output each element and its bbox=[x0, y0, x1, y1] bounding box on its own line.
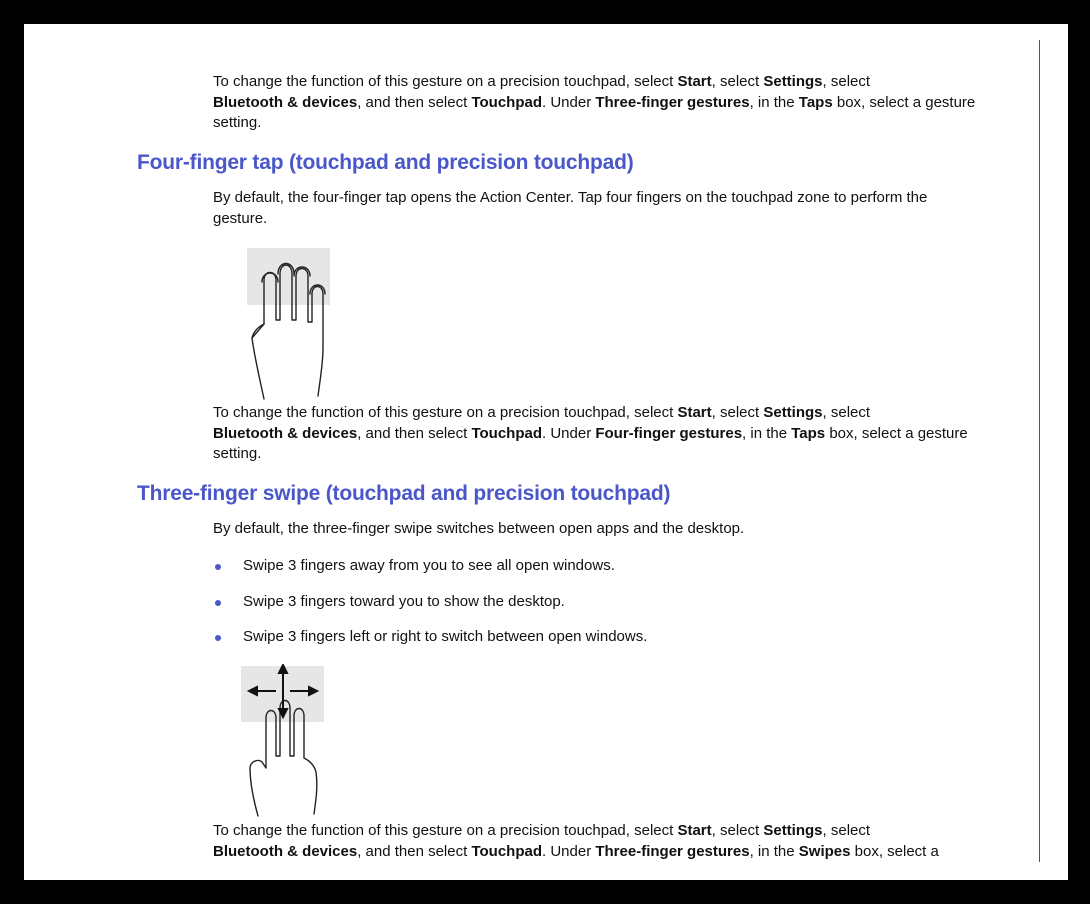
bullet-icon bbox=[215, 600, 221, 606]
bullet-icon bbox=[215, 564, 221, 570]
three-finger-swipe-intro: By default, the three-finger swipe switches between open apps and the desktop. bbox=[213, 520, 745, 537]
document-page: To change the function of this gesture on a precision touchpad, select Start, select Settings, select Bluetooth & devices, and then select Touchpad. Under Three-finger gestures, in the Taps box, select a gesture setting. Four-finger tap (touchpad and precision touchpad) By default, the four-finger tap opens the Action Center. Tap four fingers on the touchpad zone to perform the gesture. To change the function of this gesture on a precision touchpad, select Start, select Settings, select Bluetooth & devices, and then select Touchpad. Under Four-finger gestures, in the Taps box, select a gesture setting. Three-finger swipe (touchpad and precision touchpad) By default, the three-finger swipe switches between open apps and the desktop. Swipe 3 fingers away from you to see all open windows. Swipe 3 fingers toward you to show the desktop. Swipe 3 fingers left or right to switch between open windows. To change the function of this gesture on a precision touchpad, select Start, select Settings, select Bluetooth & devices, and then select Touchpad. Under Three-finger gestures, in the Swipes box, select a bbox=[24, 24, 1068, 880]
three-finger-swipe-change-paragraph: To change the function of this gesture on a precision touchpad, select Start, select Settings, select Bluetooth & devices, and then select Touchpad. Under Three-finger gestures, in the Swipes box, select a bbox=[213, 822, 939, 860]
four-finger-tap-hand-icon bbox=[242, 246, 334, 402]
four-finger-tap-intro: By default, the four-finger tap opens the Action Center. Tap four fingers on the touchpad zone to perform the gesture. bbox=[213, 189, 928, 227]
three-finger-swipe-heading: Three-finger swipe (touchpad and precision touchpad) bbox=[137, 482, 671, 505]
bullet-icon bbox=[215, 635, 221, 641]
three-finger-swipe-hand-icon bbox=[236, 664, 328, 820]
page-edge-divider bbox=[1039, 40, 1040, 862]
four-finger-tap-change-paragraph: To change the function of this gesture on a precision touchpad, select Start, select Settings, select Bluetooth & devices, and then select Touchpad. Under Four-finger gestures, in the Taps box, select a gesture setting. bbox=[213, 404, 968, 462]
three-finger-tap-change-paragraph: To change the function of this gesture on a precision touchpad, select Start, select Settings, select Bluetooth & devices, and then select Touchpad. Under Three-finger gestures, in the Taps box, select a gesture setting. bbox=[213, 73, 976, 131]
four-finger-tap-heading: Four-finger tap (touchpad and precision touchpad) bbox=[137, 151, 634, 174]
